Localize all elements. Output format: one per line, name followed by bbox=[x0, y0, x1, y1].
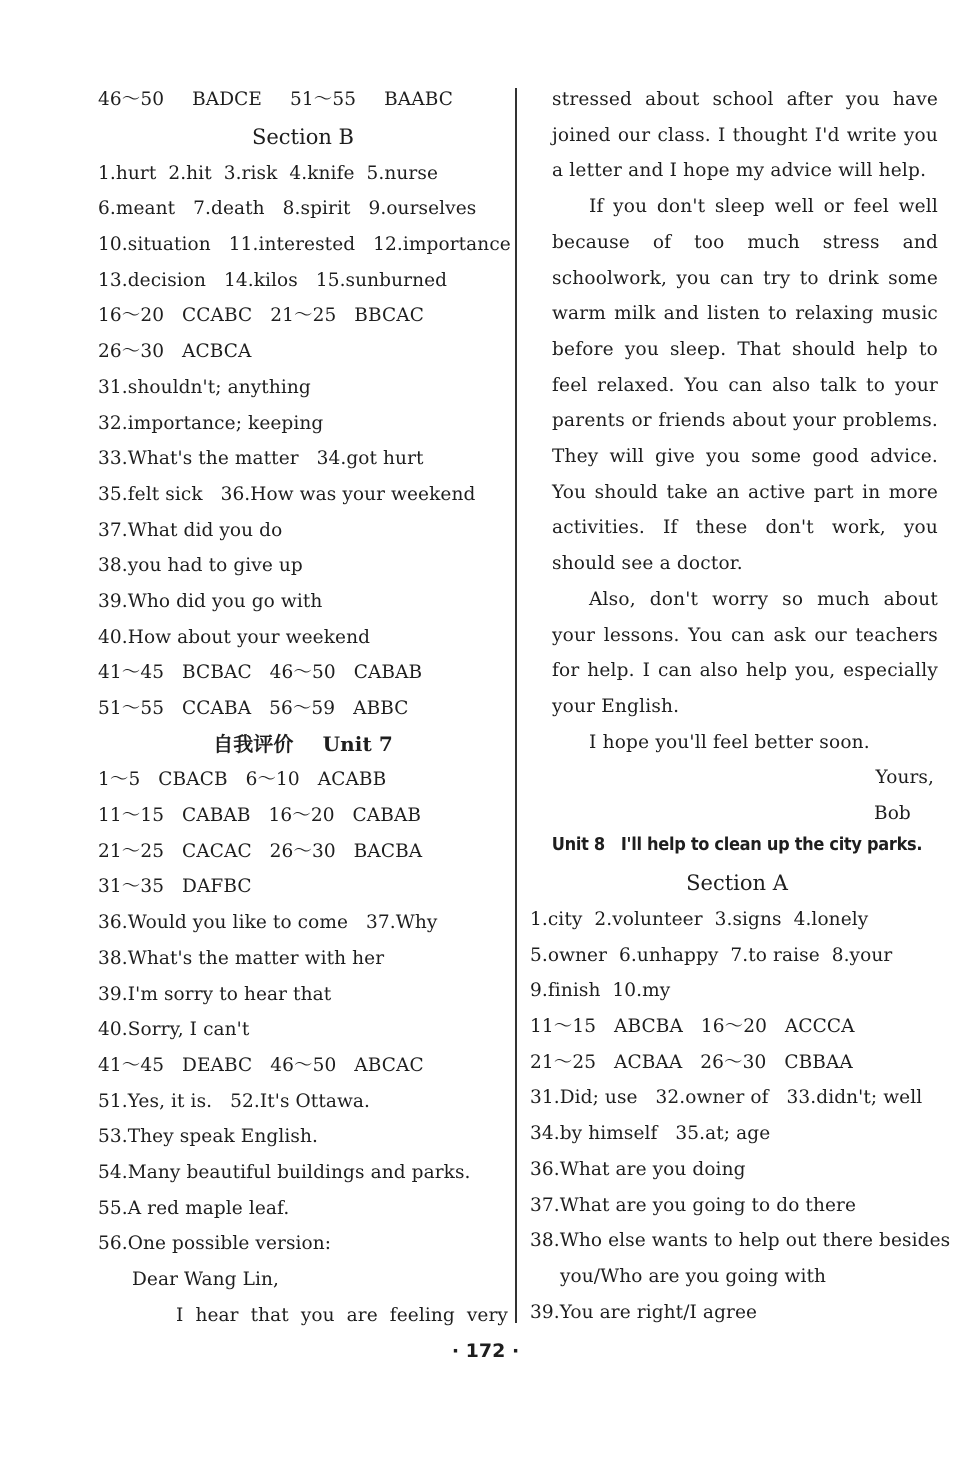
answer-line: 54.Many beautiful buildings and parks. bbox=[98, 1161, 471, 1183]
answer-line: 11～15 CABAB 16～20 CABAB bbox=[98, 805, 422, 827]
answer-line: 40.Sorry, I can't bbox=[98, 1019, 250, 1041]
answer-line: 37.What are you going to do there bbox=[530, 1194, 857, 1216]
answer-line: 39.I'm sorry to hear that bbox=[98, 983, 332, 1005]
word: that bbox=[250, 1304, 289, 1326]
word: I bbox=[176, 1304, 184, 1326]
answer-line: 31.shouldn't; anything bbox=[98, 376, 311, 398]
vocab-line: 9.finish 10.my bbox=[530, 980, 671, 1002]
vocab-line: 13.decision 14.kilos 15.sunburned bbox=[98, 269, 448, 291]
left-column bbox=[98, 82, 511, 1333]
bullet-right: · bbox=[511, 1340, 520, 1362]
word: are bbox=[346, 1304, 378, 1326]
letter-first-line bbox=[98, 1298, 508, 1334]
answers: BADCE bbox=[192, 89, 263, 110]
letter-paragraph: I hope you'll feel better soon. bbox=[589, 731, 870, 753]
answer-line: 51.Yes, it is. 52.It's Ottawa. bbox=[98, 1090, 371, 1112]
page-number-value: 172 bbox=[465, 1340, 506, 1362]
answer-line: 21～25 ACBAA 26～30 CBBAA bbox=[530, 1051, 853, 1073]
section-a-heading: Section A bbox=[686, 871, 788, 895]
self-eval-heading bbox=[98, 727, 508, 763]
word: very bbox=[466, 1304, 508, 1326]
answer-line-continued: you/Who are you going with bbox=[560, 1265, 827, 1287]
letter-signature: Bob bbox=[874, 803, 911, 825]
answer-line bbox=[98, 82, 508, 118]
answer-line: 39.Who did you go with bbox=[98, 590, 323, 612]
unit8-title: Unit 8 I'll help to clean up the city parks. bbox=[551, 834, 923, 855]
right-column bbox=[552, 82, 938, 832]
answer-line: 41～45 DEABC 46～50 ABCAC bbox=[98, 1054, 424, 1076]
answer-line: 34.by himself 35.at; age bbox=[530, 1123, 771, 1145]
column-divider bbox=[515, 88, 517, 1323]
answer-line: 31～35 DAFBC bbox=[98, 876, 252, 898]
answer-line: 53.They speak English. bbox=[98, 1126, 318, 1148]
answer-line: 41～45 BCBAC 46～50 CABAB bbox=[98, 662, 423, 684]
answer-line: 36.What are you doing bbox=[530, 1158, 746, 1180]
answer-line: 11～15 ABCBA 16～20 ACCCA bbox=[530, 1016, 855, 1038]
answer-line: 38.you had to give up bbox=[98, 555, 303, 577]
letter-paragraph: If you don't sleep well or feel well because of too much stress and schoolwork, you can try to drink some warm milk and listen to relaxing music before you sleep. That should help to feel relaxed. You can also talk to your parents or friends about your problems. They will give you some good advice. You should take an active part in more activities. If these don't work, you should see a doctor. bbox=[552, 196, 938, 575]
page-number bbox=[0, 1340, 971, 1362]
answer-line: 38.Who else wants to help out there besides bbox=[530, 1230, 951, 1252]
answer-line: 40.How about your weekend bbox=[98, 626, 371, 648]
answer-line: 21～25 CACAC 26～30 BACBA bbox=[98, 840, 423, 862]
vocab-line: 6.meant 7.death 8.spirit 9.ourselves bbox=[98, 198, 477, 220]
letter-salutation: Dear Wang Lin, bbox=[132, 1269, 280, 1290]
word: feeling bbox=[389, 1304, 455, 1326]
self-eval-label: 自我评价 bbox=[213, 731, 294, 756]
letter-paragraph: Also, don't worry so much about your lessons. You can ask our teachers for help. I can also help you, especially your English. bbox=[552, 588, 938, 717]
answer-line: 33.What's the matter 34.got hurt bbox=[98, 448, 424, 470]
answer-line: 38.What's the matter with her bbox=[98, 947, 385, 969]
answer-line: 35.felt sick 36.How was your weekend bbox=[98, 483, 476, 505]
answer-line: 56.One possible version: bbox=[98, 1233, 332, 1255]
answer-line: 39.You are right/I agree bbox=[530, 1301, 758, 1323]
answer-line: 31.Did; use 32.owner of 33.didn't; well bbox=[530, 1087, 923, 1109]
answer-line: 51～55 CCABA 56～59 ABBC bbox=[98, 698, 409, 719]
answer-line: 37.What did you do bbox=[98, 519, 283, 541]
vocab-line: 1.city 2.volunteer 3.signs 4.lonely bbox=[530, 909, 869, 930]
letter-closing: Yours, bbox=[875, 767, 934, 789]
bullet-left: · bbox=[451, 1340, 460, 1362]
unit-label: Unit 7 bbox=[322, 731, 393, 756]
section-b-heading: Section B bbox=[251, 124, 354, 149]
answer-line: 1～5 CBACB 6～10 ACABB bbox=[98, 769, 387, 791]
answer-line: 26～30 ACBCA bbox=[98, 341, 252, 363]
range: 51～55 bbox=[290, 89, 357, 110]
answer-line: 16～20 CCABC 21～25 BBCAC bbox=[98, 305, 424, 327]
right-column-lower bbox=[530, 826, 951, 1330]
vocab-line: 10.situation 11.interested 12.importance bbox=[98, 234, 511, 256]
word: you bbox=[300, 1304, 335, 1326]
answer-line: 55.A red maple leaf. bbox=[98, 1197, 290, 1219]
letter-paragraph: stressed about school after you have joined our class. I thought I'd write you a letter and I hope my advice will help. bbox=[552, 89, 938, 182]
range: 46～50 bbox=[98, 89, 165, 110]
word: hear bbox=[195, 1304, 239, 1326]
vocab-line: 5.owner 6.unhappy 7.to raise 8.your bbox=[530, 944, 893, 966]
answer-line: 32.importance; keeping bbox=[98, 412, 324, 434]
answer-line: 36.Would you like to come 37.Why bbox=[98, 912, 438, 934]
vocab-line: 1.hurt 2.hit 3.risk 4.knife 5.nurse bbox=[98, 162, 438, 184]
answers: BAABC bbox=[384, 89, 454, 110]
